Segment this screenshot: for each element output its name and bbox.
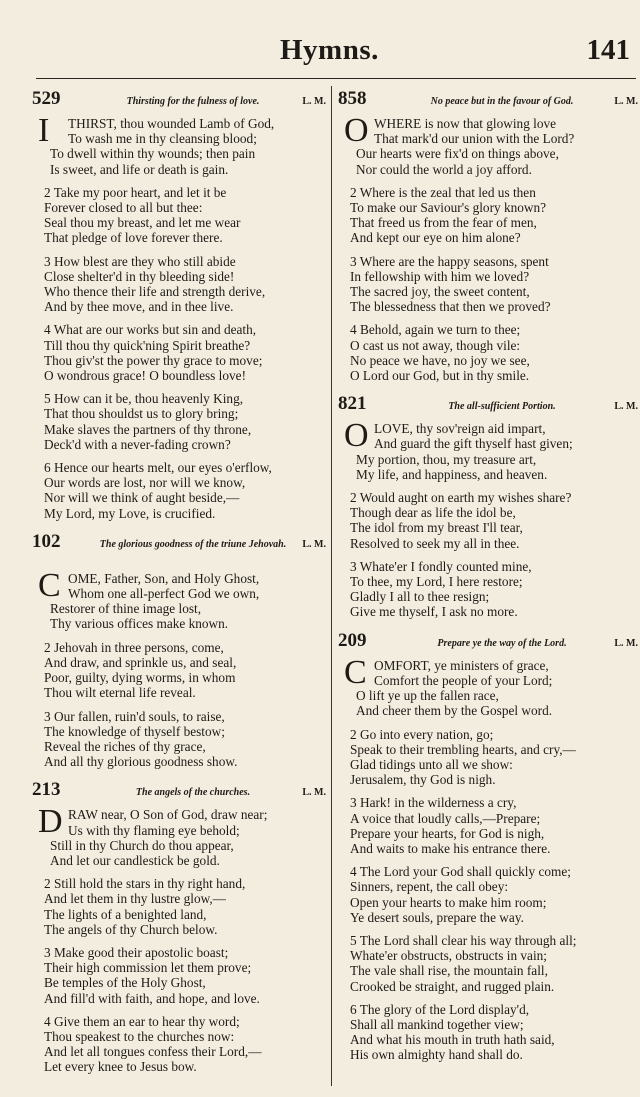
verse-line: That mark'd our union with the Lord? (374, 131, 575, 147)
verse-line: Nor will we think of aught beside,— (44, 490, 240, 506)
verse-line: Prepare your hearts, for God is nigh, (350, 825, 545, 841)
stanza (338, 112, 638, 177)
left-column (32, 88, 326, 1085)
verse-line: Us with thy flaming eye behold; (68, 822, 240, 838)
hymn-title: Thirsting for the fulness of love. (126, 96, 260, 107)
verse-line: Still in thy Church do thou appear, (50, 837, 234, 853)
verse-line: O lift ye up the fallen race, (356, 688, 499, 704)
verse-line: 3 Whate'er I fondly counted mine, (350, 558, 532, 574)
verse-line: Make slaves the partners of thy throne, (44, 421, 252, 437)
verse-line: 6 Hence our hearts melt, our eyes o'erflow, (44, 460, 272, 476)
verse-line: No peace we have, no joy we see, (350, 352, 530, 368)
hymn-meter: L. M. (614, 637, 638, 649)
stanza (32, 803, 326, 868)
hymn-heading (338, 630, 638, 654)
hymn-meter: L. M. (302, 96, 326, 107)
right-column (338, 88, 638, 1073)
verse-line: My portion, thou, my treasure art, (356, 451, 537, 467)
hymn-number: 529 (32, 88, 61, 109)
hymn-meter: L. M. (614, 96, 638, 107)
verse-line: My life, and happiness, and heaven. (356, 466, 548, 482)
verse-line: Forever closed to all but thee: (44, 200, 203, 216)
verse-line: 2 Take my poor heart, and let it be (44, 184, 227, 200)
verse-line: Our words are lost, nor will we know, (44, 475, 246, 491)
drop-cap: C (344, 653, 367, 691)
stanza (32, 460, 326, 521)
verse-line: 6 The glory of the Lord display'd, (350, 1001, 530, 1017)
verse-line: In fellowship with him we loved? (350, 268, 530, 284)
verse-line: Sinners, repent, the call obey: (350, 879, 509, 895)
verse-line: O cast us not away, though vile: (350, 337, 521, 353)
drop-cap: D (38, 803, 63, 841)
verse-line: And by thee move, and in thee live. (44, 299, 234, 315)
header-rule (36, 78, 636, 79)
verse-line: O Lord our God, but in thy smile. (350, 368, 530, 384)
verse-line: Jerusalem, thy God is nigh. (350, 772, 496, 788)
column-divider (331, 86, 332, 1086)
verse-line: OMFORT, ye ministers of grace, (374, 657, 549, 673)
verse-line: Whate'er obstructs, obstructs in vain; (350, 948, 547, 964)
stanza (338, 795, 638, 856)
verse-line: THIRST, thou wounded Lamb of God, (68, 116, 275, 131)
stanza (338, 559, 638, 620)
hymn (32, 779, 326, 1074)
hymn-number: 213 (32, 779, 61, 801)
verse-line: Crooked be straight, and rugged plain. (350, 978, 555, 994)
verse-line: The blessedness that then we proved? (350, 299, 551, 315)
verse-line: And let all tongues confess their Lord,— (44, 1044, 262, 1060)
verse-line: 3 How blest are they who still abide (44, 253, 236, 269)
hymn-number: 102 (32, 530, 61, 552)
verse-line: Close shelter'd in thy bleeding side! (44, 268, 235, 284)
hymn-title: The glorious goodness of the triune Jehovah. (99, 538, 287, 550)
verse-line: That thou shouldst us to glory bring; (44, 406, 239, 422)
verse-line: Thou wilt eternal life reveal. (44, 685, 196, 701)
running-head: Hymns. (280, 34, 379, 66)
verse-line: 3 Hark! in the wilderness a cry, (350, 795, 517, 811)
verse-line: The vale shall rise, the mountain fall, (350, 963, 548, 979)
stanza (32, 640, 326, 701)
verse-line: A voice that loudly calls,—Prepare; (350, 810, 541, 826)
verse-line: Till thou thy quick'ning Spirit breathe? (44, 337, 251, 353)
stanza (32, 185, 326, 246)
hymn-title: The angels of the churches. (135, 787, 251, 799)
verse-line: And fill'd with faith, and hope, and love. (44, 990, 260, 1006)
hymn-meter: L. M. (302, 787, 326, 799)
hymn-number: 209 (338, 629, 367, 651)
verse-line: And what his mouth in truth hath said, (350, 1032, 555, 1048)
verse-line: 3 Our fallen, ruin'd souls, to raise, (44, 708, 225, 724)
hymn (338, 393, 638, 619)
hymn-heading (32, 779, 326, 803)
stanza (32, 254, 326, 315)
stanza (338, 490, 638, 551)
verse-line: Shall all mankind together view; (350, 1016, 524, 1032)
drop-cap: C (38, 566, 61, 604)
verse-line: To make our Saviour's glory known? (350, 200, 547, 216)
verse-line: And let our candlestick be gold. (50, 852, 220, 868)
verse-line: The lights of a benighted land, (44, 906, 207, 922)
hymn-meter: L. M. (614, 401, 638, 413)
verse-line: And draw, and sprinkle us, and seal, (44, 654, 237, 670)
hymn-number: 858 (338, 88, 367, 109)
stanza (338, 653, 638, 719)
drop-cap: O (344, 112, 369, 149)
verse-line: 3 Where are the happy seasons, spent (350, 253, 549, 269)
verse-line: 4 Give them an ear to hear thy word; (44, 1013, 240, 1029)
verse-line: Gladly I all to thee resign; (350, 589, 490, 605)
hymn (32, 88, 326, 521)
hymn-title: No peace but in the favour of God. (430, 96, 574, 107)
verse-line: To thee, my Lord, I here restore; (350, 574, 523, 590)
stanza (32, 876, 326, 937)
stanza (32, 322, 326, 383)
hymn (338, 88, 638, 383)
drop-cap: I (38, 112, 50, 149)
hymn-meter: L. M. (302, 538, 326, 550)
verse-line: Thy various offices make known. (50, 616, 229, 632)
verse-line: O wondrous grace! O boundless love! (44, 368, 246, 384)
hymn-title: Prepare ye the way of the Lord. (437, 637, 567, 649)
verse-line: WHERE is now that glowing love (374, 116, 557, 131)
hymn-number: 821 (338, 393, 367, 415)
verse-line: The sacred joy, the sweet content, (350, 284, 530, 300)
verse-line: Be temples of the Holy Ghost, (44, 975, 206, 991)
verse-line: Though dear as life the idol be, (350, 505, 516, 521)
verse-line: The angels of thy Church below. (44, 921, 218, 937)
stanza (32, 566, 326, 632)
verse-line: That pledge of love forever there. (44, 230, 223, 246)
hymn (32, 531, 326, 769)
verse-line: 2 Go into every nation, go; (350, 726, 494, 742)
verse-line: Resolved to seek my all in thee. (350, 535, 520, 551)
page-number: 141 (586, 34, 630, 66)
verse-line: Whom one all-perfect God we own, (68, 586, 260, 602)
stanza (32, 709, 326, 770)
verse-line: And cheer them by the Gospel word. (356, 703, 553, 719)
stanza (32, 945, 326, 1006)
verse-line: And kept our eye on him alone? (350, 230, 521, 246)
verse-line: His own almighty hand shall do. (350, 1047, 523, 1063)
verse-line: 4 Behold, again we turn to thee; (350, 322, 521, 338)
stanza (338, 933, 638, 994)
verse-line: Let every knee to Jesus bow. (44, 1059, 197, 1075)
stanza (338, 254, 638, 315)
verse-line: And all thy glorious goodness show. (44, 754, 238, 770)
verse-line: Poor, guilty, dying worms, in whom (44, 670, 236, 686)
verse-line: Is sweet, and life or death is gain. (50, 161, 229, 177)
hymn-heading (338, 393, 638, 417)
verse-line: Give me thyself, I ask no more. (350, 604, 518, 620)
stanza (32, 112, 326, 177)
verse-line: And guard the gift thyself hast given; (374, 436, 573, 452)
verse-line: 4 What are our works but sin and death, (44, 322, 257, 338)
verse-line: 5 The Lord shall clear his way through all; (350, 932, 577, 948)
verse-line: Ye desert souls, prepare the way. (350, 909, 524, 925)
verse-line: Restorer of thine image lost, (50, 601, 202, 617)
hymn-heading (32, 88, 326, 112)
verse-line: To wash me in thy cleansing blood; (68, 131, 257, 147)
verse-line: 2 Still hold the stars in thy right hand, (44, 876, 246, 892)
verse-line: The idol from my breast I'll tear, (350, 520, 523, 536)
stanza (338, 727, 638, 788)
verse-line: Comfort the people of your Lord; (374, 672, 553, 688)
verse-line: 2 Jehovah in three persons, come, (44, 639, 224, 655)
verse-line: Glad tidings unto all we show: (350, 756, 513, 772)
verse-line: And waits to make his entrance there. (350, 840, 551, 856)
hymn (338, 630, 638, 1063)
verse-line: 4 The Lord your God shall quickly come; (350, 864, 571, 880)
verse-line: Seal thou my breast, and let me wear (44, 215, 241, 231)
hymn-heading (338, 88, 638, 112)
verse-line: Reveal the riches of thy grace, (44, 738, 206, 754)
stanza (338, 322, 638, 383)
verse-line: OME, Father, Son, and Holy Ghost, (68, 570, 260, 586)
verse-line: 3 Make good their apostolic boast; (44, 944, 229, 960)
verse-line: Their high commission let them prove; (44, 960, 252, 976)
hymn-title: The all-sufficient Portion. (448, 401, 556, 413)
verse-line: Deck'd with a never-fading crown? (44, 436, 231, 452)
hymn-heading (32, 531, 326, 567)
verse-line: 2 Where is the zeal that led us then (350, 184, 536, 200)
verse-line: To dwell within thy wounds; then pain (50, 146, 256, 162)
drop-cap: O (344, 417, 369, 455)
stanza (338, 864, 638, 925)
stanza (32, 1014, 326, 1075)
verse-line: Our hearts were fix'd on things above, (356, 146, 559, 162)
verse-line: LOVE, thy sov'reign aid impart, (374, 421, 546, 437)
verse-line: Thou giv'st the power thy grace to move; (44, 352, 263, 368)
verse-line: Open your hearts to make him room; (350, 894, 547, 910)
stanza (338, 417, 638, 482)
verse-line: Nor could the world a joy afford. (356, 161, 532, 177)
verse-line: My Lord, my Love, is crucified. (44, 505, 216, 521)
verse-line: Who thence their life and strength derive, (44, 284, 266, 300)
verse-line: 5 How can it be, thou heavenly King, (44, 391, 244, 407)
verse-line: Speak to their trembling hearts, and cry,— (350, 741, 576, 757)
verse-line: 2 Would aught on earth my wishes share? (350, 490, 572, 506)
verse-line: That freed us from the fear of men, (350, 215, 537, 231)
stanza (338, 1002, 638, 1063)
stanza (32, 391, 326, 452)
verse-line: Thou speakest to the churches now: (44, 1028, 235, 1044)
stanza (338, 185, 638, 246)
verse-line: The knowledge of thyself bestow; (44, 723, 225, 739)
verse-line: And let them in thy lustre glow,— (44, 891, 226, 907)
verse-line: RAW near, O Son of God, draw near; (68, 807, 268, 823)
